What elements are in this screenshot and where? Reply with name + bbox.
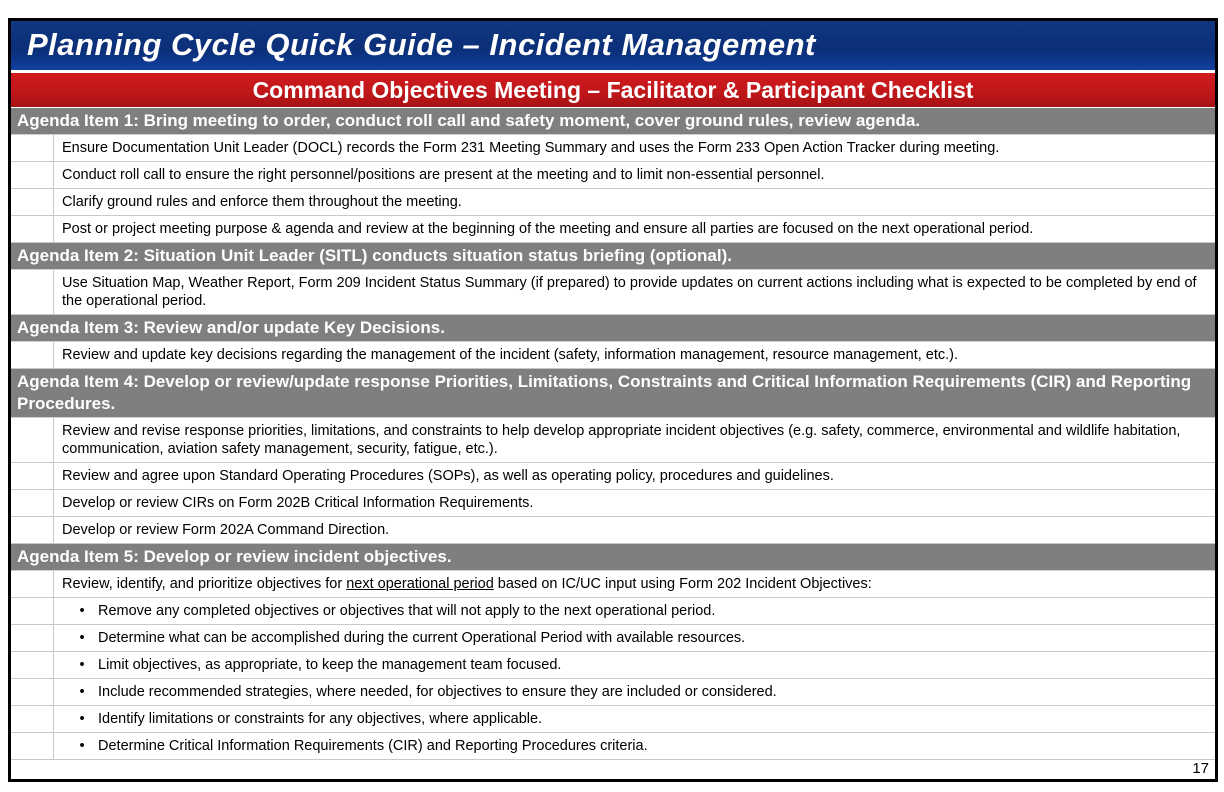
checklist-item-text: Post or project meeting purpose & agenda and review at the beginning of the meeting and ensure all parties are focused on the next operational period. [62, 221, 1034, 237]
checklist-item-text: Conduct roll call to ensure the right personnel/positions are present at the meeting and to limit non-essential personnel. [62, 167, 825, 183]
bullet-text: Limit objectives, as appropriate, to keep the management team focused. [98, 657, 562, 673]
intro-text-after: based on IC/UC input using Form 202 Incident Objectives: [493, 576, 872, 592]
subtitle-bar [11, 73, 1215, 107]
agenda-item-3-header: Agenda Item 3: Review and/or update Key Decisions. [11, 315, 1215, 342]
checklist-row [11, 189, 1215, 216]
page-subtitle: Command Objectives Meeting – Facilitator & Participant Checklist [252, 77, 974, 103]
checkbox-cell[interactable] [11, 679, 54, 705]
checklist-item-text: Review and update key decisions regarding the management of the incident (safety, information management, resource management, etc.). [62, 347, 959, 363]
bullet-icon: • [79, 630, 85, 646]
checklist-item-text: Develop or review CIRs on Form 202B Critical Information Requirements. [62, 495, 534, 511]
checklist-item-text [54, 571, 1215, 597]
checklist-bullet-item [54, 598, 1215, 624]
checklist-row [11, 517, 1215, 544]
bullet-text: Remove any completed objectives or objectives that will not apply to the next operational period. [98, 603, 716, 619]
page-number: 17 [1192, 760, 1209, 777]
checklist-row [11, 162, 1215, 189]
checklist-item-text: Ensure Documentation Unit Leader (DOCL) records the Form 231 Meeting Summary and uses the Form 233 Open Action Tracker during meeting. [62, 140, 1000, 156]
checklist-row [11, 625, 1215, 652]
guide-page [8, 18, 1218, 782]
bullet-icon: • [79, 738, 85, 754]
intro-text-underlined: next operational period [346, 576, 494, 592]
checklist-row [11, 598, 1215, 625]
checkbox-cell[interactable] [11, 189, 54, 215]
bullet-text: Include recommended strategies, where needed, for objectives to ensure they are included or considered. [98, 684, 777, 700]
bullet-icon: • [79, 657, 85, 673]
checklist-row [11, 652, 1215, 679]
agenda-item-2-header: Agenda Item 2: Situation Unit Leader (SITL) conducts situation status briefing (optional). [11, 243, 1215, 270]
checkbox-cell[interactable] [11, 733, 54, 759]
checklist-row [11, 216, 1215, 243]
checklist-row [11, 733, 1215, 760]
checkbox-cell[interactable] [11, 706, 54, 732]
checkbox-cell[interactable] [11, 571, 54, 597]
checklist-item-text: Develop or review Form 202A Command Direction. [62, 522, 390, 538]
checklist-bullet-item [54, 679, 1215, 705]
checkbox-cell[interactable] [11, 216, 54, 242]
checklist-item-text: Use Situation Map, Weather Report, Form 209 Incident Status Summary (if prepared) to provide updates on current actions including what is expected to be completed by end of the operational period. [62, 275, 1197, 309]
checkbox-cell[interactable] [11, 463, 54, 489]
checkbox-cell[interactable] [11, 270, 54, 314]
checkbox-cell[interactable] [11, 598, 54, 624]
checklist-row [11, 463, 1215, 490]
checkbox-cell[interactable] [11, 162, 54, 188]
bullet-text: Identify limitations or constraints for any objectives, where applicable. [98, 711, 543, 727]
checklist-bullet-item [54, 733, 1215, 759]
checklist-row [11, 135, 1215, 162]
checklist-item-text: Review and revise response priorities, limitations, and constraints to help develop appropriate incident objectives (e.g. safety, commerce, environmental and wildlife habitation, communication, aviation safety management, security, fatigue, etc.). [62, 423, 1181, 457]
bullet-text: Determine what can be accomplished during the current Operational Period with available resources. [98, 630, 746, 646]
agenda-item-1-header: Agenda Item 1: Bring meeting to order, conduct roll call and safety moment, cover ground rules, review agenda. [11, 108, 1215, 135]
agenda-item-4-header: Agenda Item 4: Develop or review/update response Priorities, Limitations, Constraints and Critical Information Requirements (CIR) and Reporting Procedures. [11, 369, 1215, 418]
checklist-row [11, 571, 1215, 598]
checklist-row [11, 418, 1215, 463]
checklist-bullet-item [54, 625, 1215, 651]
checklist-row [11, 270, 1215, 315]
checklist-row [11, 679, 1215, 706]
bullet-icon: • [79, 603, 85, 619]
intro-text-before: Review, identify, and prioritize objectives for [62, 576, 347, 592]
checklist-bullet-item [54, 706, 1215, 732]
checklist-row [11, 706, 1215, 733]
checklist-row [11, 490, 1215, 517]
checkbox-cell[interactable] [11, 135, 54, 161]
checklist-item-text: Review and agree upon Standard Operating Procedures (SOPs), as well as operating policy, procedures and guidelines. [62, 468, 834, 484]
bullet-text: Determine Critical Information Requirements (CIR) and Reporting Procedures criteria. [98, 738, 648, 754]
checkbox-cell[interactable] [11, 625, 54, 651]
bullet-icon: • [79, 711, 85, 727]
bullet-icon: • [79, 684, 85, 700]
checkbox-cell[interactable] [11, 490, 54, 516]
checkbox-cell[interactable] [11, 418, 54, 462]
checklist-row [11, 342, 1215, 369]
checkbox-cell[interactable] [11, 517, 54, 543]
checkbox-cell[interactable] [11, 342, 54, 368]
title-bar [11, 21, 1215, 70]
checklist-bullet-item [54, 652, 1215, 678]
checklist-table [11, 108, 1215, 760]
page-title: Planning Cycle Quick Guide – Incident Management [27, 27, 816, 62]
checkbox-cell[interactable] [11, 652, 54, 678]
checklist-item-text: Clarify ground rules and enforce them throughout the meeting. [62, 194, 462, 210]
agenda-item-5-header: Agenda Item 5: Develop or review incident objectives. [11, 544, 1215, 571]
